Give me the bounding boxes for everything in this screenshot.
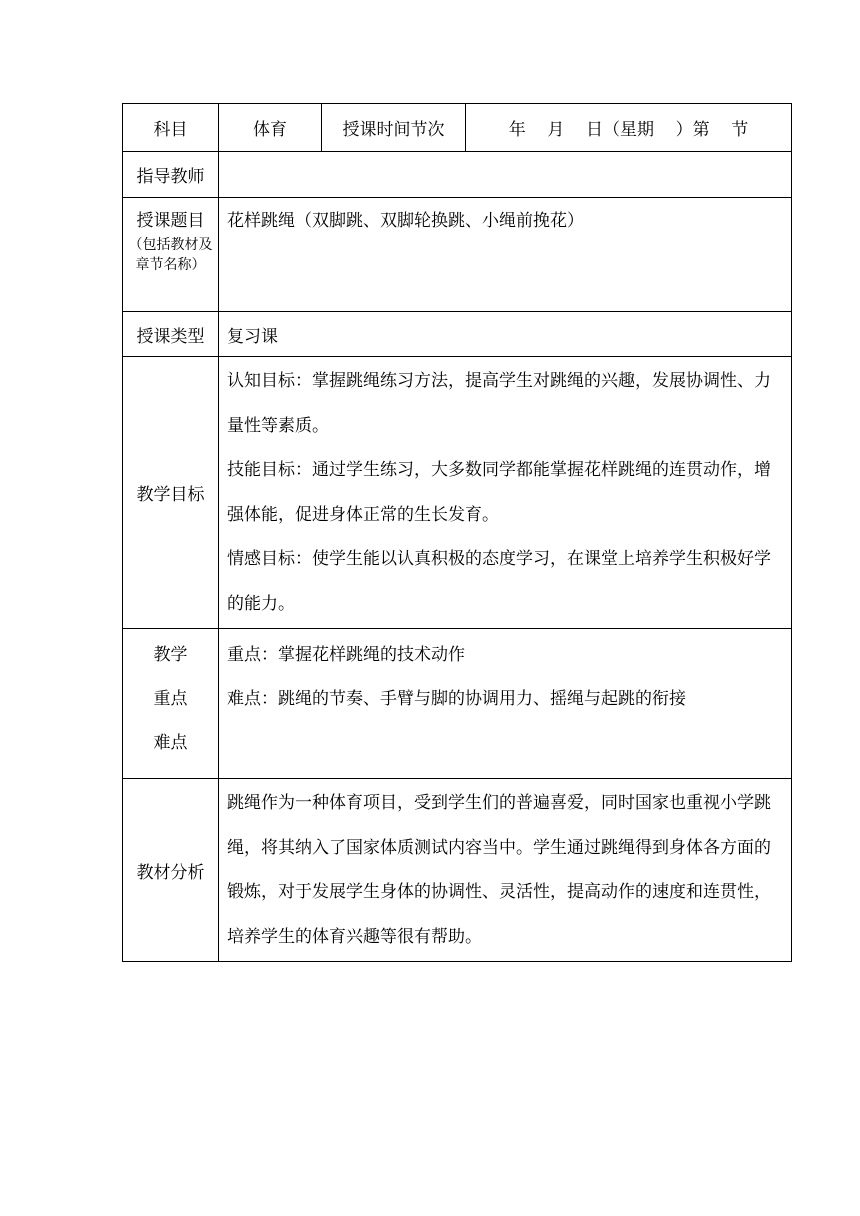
- keypoints-cell: [219, 629, 792, 779]
- topic-value: 花样跳绳（双脚跳、双脚轮换跳、小绳前挽花）: [219, 198, 792, 312]
- time-value: 年 月 日（星期 ）第 节: [466, 104, 792, 152]
- row-analysis: [123, 779, 792, 962]
- row-type: [123, 312, 792, 357]
- analysis-label: 教材分析: [123, 779, 219, 962]
- row-teacher: [123, 152, 792, 198]
- topic-label: 授课题目: [136, 211, 205, 231]
- goals-label: 教学目标: [123, 357, 219, 629]
- subject-value: 体育: [219, 104, 322, 152]
- lesson-plan-table: [122, 103, 792, 962]
- teacher-value: [219, 152, 792, 198]
- goal-cognitive: 认知目标：掌握跳绳练习方法，提高学生对跳绳的兴趣，发展协调性、力量性等素质。: [227, 371, 771, 436]
- keypoints-label-line-2: 重点: [153, 689, 188, 709]
- analysis-text: 跳绳作为一种体育项目，受到学生们的普遍喜爱，同时国家也重视小学跳绳，将其纳入了国家体质测试内容当中。学生通过跳绳得到身体各方面的锻炼，对于发展学生身体的协调性、灵活性，提高动作的速度和连贯性，培养学生的体育兴趣等很有帮助。: [227, 793, 771, 947]
- keypoints-label-line-3: 难点: [153, 733, 188, 753]
- goal-affective: 情感目标：使学生能以认真积极的态度学习，在课堂上培养学生积极好学的能力。: [227, 549, 771, 614]
- type-value: 复习课: [219, 312, 792, 357]
- topic-sublabel: （包括教材及章节名称）: [128, 237, 213, 273]
- keypoints-label-line-1: 教学: [153, 645, 188, 665]
- goal-skill: 技能目标：通过学生练习，大多数同学都能掌握花样跳绳的连贯动作，增强体能，促进身体正常的生长发育。: [227, 460, 771, 525]
- subject-label: 科目: [123, 104, 219, 152]
- goals-cell: [219, 357, 792, 629]
- row-subject: [123, 104, 792, 152]
- topic-label-cell: [123, 198, 219, 312]
- row-keypoints: [123, 629, 792, 779]
- analysis-cell: [219, 779, 792, 962]
- keypoint-important: 重点：掌握花样跳绳的技术动作: [227, 645, 465, 665]
- type-label: 授课类型: [123, 312, 219, 357]
- row-goals: [123, 357, 792, 629]
- time-label: 授课时间节次: [322, 104, 466, 152]
- row-topic: [123, 198, 792, 312]
- keypoint-difficult: 难点：跳绳的节奏、手臂与脚的协调用力、摇绳与起跳的衔接: [227, 689, 686, 709]
- teacher-label: 指导教师: [123, 152, 219, 198]
- keypoints-label-cell: [123, 629, 219, 779]
